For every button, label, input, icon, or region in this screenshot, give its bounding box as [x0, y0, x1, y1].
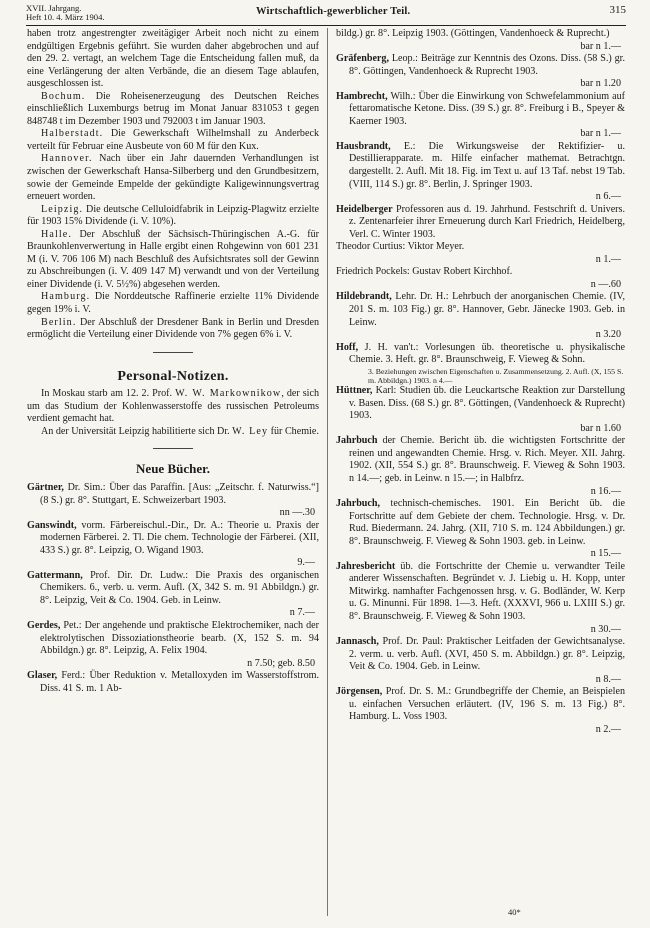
- person-name: W. W. Markownikow: [175, 388, 282, 400]
- book-author: Hoff,: [336, 341, 359, 353]
- place-name: Leipzig.: [41, 203, 84, 215]
- book-entry: Glaser, Ferd.: Über Reduktion v. Metalloxyden im Wasserstoffstrom. Diss. 41 S. m. 1 Ab-: [27, 670, 319, 694]
- book-entry: Jahrbuch, technisch-chemisches. 1901. Ein Bericht üb. die Fortschritte auf dem Gebiete der chem. Technologie. Hrsg. v. Dr. Rud. Biedermann. 24. Jahrg. (XII, 710 S. m. 124 Abbildungen.) gr. 8°. Braunschweig. F. Vieweg & Sohn 1903. geb. in Leinw.: [336, 498, 625, 547]
- place-name: Hamburg.: [41, 291, 91, 303]
- book-price: n 4.—: [432, 375, 453, 385]
- section-title: Wirtschaftlich-gewerblicher Teil.: [256, 6, 411, 17]
- book-price: bar n 1.20: [580, 78, 621, 90]
- place-name: Halle.: [41, 228, 72, 240]
- book-author: Jannasch,: [336, 636, 379, 648]
- book-entry: Jörgensen, Prof. Dr. S. M.: Grundbegriffe der Chemie, an Beispielen u. einfachen Versuchen erläutert. (IV, 196 S. m. 13 Fig.) 8°. Hamburg. L. Voss 1903.: [336, 686, 625, 723]
- book-author: Gärtner,: [27, 481, 64, 493]
- news-paragraph: Halberstadt. Die Gewerkschaft Wilhelmshall zu Anderbeck verteilt für Februar eine Ausbeute von 60 M für den Kux.: [27, 128, 319, 152]
- page-header: [26, 4, 626, 26]
- book-price: n 6.—: [595, 191, 621, 203]
- place-name: Bochum.: [41, 90, 86, 102]
- book-price: bar n 1.—: [580, 128, 621, 140]
- book-price: n 1.—: [595, 253, 621, 265]
- issue-date: Heft 10. 4. März 1904.: [26, 12, 105, 22]
- column-divider: [327, 28, 328, 916]
- news-paragraph: Leipzig. Die deutsche Celluloidfabrik in Leipzig-Plagwitz erzielte für 1903 15% Dividende (i. V. 10%).: [27, 203, 319, 228]
- book-author: Jörgensen,: [336, 686, 383, 698]
- book-author: Jahrbuch,: [336, 498, 381, 510]
- book-price: n 15.—: [590, 548, 621, 560]
- place-name: Halberstadt.: [41, 128, 104, 140]
- book-entry: Gärtner, Dr. Sim.: Über das Paraffin. [Aus: „Zeitschr. f. Naturwiss.“] (8 S.) gr. 8°. Stuttgart, E. Schweizerbart 1903.: [27, 481, 319, 506]
- printer-signature: 40*: [508, 907, 521, 917]
- person-name: W. Ley: [232, 425, 269, 437]
- book-price: n —.60: [590, 278, 621, 290]
- personal-notice: In Moskau starb am 12. 2. Prof. W. W. Markownikow, der sich um das Studium der Kohlenwasserstoffe des russischen Petroleums verdient gemacht hat.: [27, 388, 320, 425]
- book-entry: Jahresbericht üb. die Fortschritte der Chemie u. verwandter Teile anderer Wissenschaften. Begründet v. J. Liebig u. H. Kopp, unter Mitwirkg. namhafter Fachgenossen hrsg. v. G. Bodländer, W. Kerp u. G. Minunni. Für 1898. 1—3. Heft. (XXXVI, 966 u. LXIII S.) gr. 8°. Braunschweig. F. Vieweg & Sohn 1903.: [336, 560, 625, 623]
- book-price: nn —.30: [279, 507, 315, 519]
- place-name: Berlin.: [41, 316, 77, 328]
- book-entry: Gattermann, Prof. Dir. Dr. Ludw.: Die Praxis des organischen Chemikers. 6., verb. u. verm. Aufl. (X, 342 S. m. 91 Abbildgn.) gr. 8°. Leipzig, Veit & Co. 1904. Geb. in Leinw.: [27, 569, 319, 606]
- issue-volume: XVII. Jahrgang.: [26, 3, 82, 13]
- book-author: Gattermann,: [27, 569, 83, 581]
- book-entry-continued: bildg.) gr. 8°. Leipzig 1903. (Göttingen, Vandenhoeck & Ruprecht.): [336, 28, 610, 39]
- book-entry: Hambrecht, Wilh.: Über die Einwirkung von Schwefelammonium auf fettaromatische Ketone. Diss. (39 S.) gr. 8°. Freiburg i B., Speyer & Kaerner 1903.: [336, 90, 625, 127]
- book-price: n 3.20: [595, 329, 621, 341]
- book-price: n 7.—: [289, 607, 315, 619]
- book-entry: Ganswindt, vorm. Färbereischul.-Dir., Dr. A.: Theorie u. Praxis der modernen Färberei. 2. Tl. Die chem. Technologie der Färberei. (XII, 433 S.) gr. 8°. Leipzig, O. Wigand 1903.: [27, 519, 319, 556]
- book-sub-entry: Theodor Curtius: Viktor Meyer.: [336, 241, 465, 253]
- place-name: Hannover.: [41, 153, 93, 165]
- news-paragraph: Halle. Der Abschluß der Sächsisch-Thüringischen A.-G. für Braunkohlenverwertung in Halle ergibt einen Rohgewinn von 601 231 M (i. V. 706 106 M) nach Beschluß des Aufsichtsrates soll der Gewinn zu Abschreibungen (i. V. 409 147 M) verwandt und von der Verteilung einer Dividende (i. V. 5½%) abgesehen werden.: [27, 228, 319, 290]
- book-price: bar n 1.—: [580, 40, 621, 52]
- personal-notice: An der Universität Leipzig habilitierte sich Dr. W. Ley für Chemie.: [41, 425, 319, 437]
- book-author: Ganswindt,: [27, 519, 77, 531]
- book-price: n 7.50; geb. 8.50: [247, 657, 315, 669]
- news-paragraph: Hannover. Nach über ein Jahr dauernden Verhandlungen ist zwischen der Gewerkschaft Hansa-Silberberg und den Grundbesitzern, sowie der Gemeinde Empelde der gekündigte Kaligewinnungsvertrag erneuert worden.: [27, 153, 319, 203]
- book-author: Gräfenberg,: [336, 53, 389, 65]
- right-column: [336, 28, 625, 736]
- issue-info: [26, 4, 105, 22]
- book-price: n 2.—: [595, 723, 621, 735]
- new-books-heading: Neue Bücher.: [136, 461, 210, 477]
- news-paragraph: Hamburg. Die Norddeutsche Raffinerie erzielte 11% Dividende gegen 19% i. V.: [27, 291, 319, 316]
- book-author: Glaser,: [27, 670, 58, 682]
- book-entry: Hildebrandt, Lehr. Dr. H.: Lehrbuch der anorganischen Chemie. (IV, 201 S. m. 103 Fig.) gr. 8°. Hannover, Gebr. Jänecke 1903. Geb. in Leinw.: [336, 291, 625, 328]
- book-author: Hausbrandt,: [336, 140, 391, 152]
- book-price: bar n 1.60: [580, 422, 621, 434]
- book-entry: Heidelberger Professoren aus d. 19. Jahrhund. Festschrift d. Univers. z. Zentenarfeier ihrer Erneuerung durch Karl Friedrich, Heidelberg, Verl. C. Winter 1903.: [336, 203, 625, 240]
- left-column: [27, 28, 319, 695]
- book-volume-note: 3. Beziehungen zwischen Eigenschaften u. Zusammensetzung. 2. Aufl. (X, 155 S. m. Abbildgn.) 1903. n 4.—: [368, 366, 624, 385]
- book-price: n 8.—: [595, 673, 621, 685]
- news-paragraph: haben trotz angestrengter zweitägiger Arbeit noch nicht zu einem endgültigen Ergebnis geführt. Sie wurden daher abgebrochen und auf den 29. 2. vertagt, an welchem Tage die Entscheidung fallen muß, da eine Verlängerung der alten Verbände, die an diesem Tage ablaufen, ausgeschlossen ist.: [27, 28, 319, 90]
- book-entry: Hausbrandt, E.: Die Wirkungsweise der Rektifizier- u. Destillierapparate. m. Hilfe einfacher mathemat. Betrachtgn. dargestellt. 2. Aufl. Mit 18. Fig. im Text u. auf 13 Taf. nebst 19 Tab. (VIII, 114 S.) gr. 8°. Berlin, J. Springer 1903.: [336, 140, 625, 190]
- section-divider: [153, 448, 193, 449]
- book-entry: Jahrbuch der Chemie. Bericht üb. die wichtigsten Fortschritte der reinen und angewandten Chemie. Hrsg. v. Rich. Meyer. XII. Jahrg. 1902. (XII, 554 S.) gr. 8°. Braunschweig. F. Vieweg & Sohn 1903. n 14.—; geb. in Leinw. n 15.—; in Halbfrz.: [336, 435, 625, 484]
- book-price: n 30.—: [590, 623, 621, 635]
- header-rule: [26, 25, 626, 26]
- book-sub-entry: Friedrich Pockels: Gustav Robert Kirchhof.: [336, 266, 513, 278]
- personal-notices-heading: Personal-Notizen.: [117, 368, 229, 384]
- page-number: 315: [609, 4, 626, 16]
- book-author: Hüttner,: [336, 385, 373, 397]
- book-author: Gerdes,: [27, 619, 61, 631]
- book-price: n 16.—: [590, 485, 621, 497]
- book-price: 9.—: [297, 557, 315, 569]
- book-author: Heidelberger: [336, 203, 393, 215]
- section-divider: [153, 352, 193, 353]
- news-paragraph: Berlin. Der Abschluß der Dresdener Bank in Berlin und Dresden ermöglicht die Verteilung einer Dividende von 7% gegen 6% i. V.: [27, 316, 319, 341]
- news-paragraphs: [27, 28, 319, 342]
- book-author: Jahresbericht: [336, 560, 396, 572]
- book-author: Hildebrandt,: [336, 291, 392, 303]
- book-entry: Gräfenberg, Leop.: Beiträge zur Kenntnis des Ozons. Diss. (58 S.) gr. 8°. Göttingen, Vandenhoeck & Ruprecht 1903.: [336, 53, 625, 77]
- book-entry: Jannasch, Prof. Dr. Paul: Praktischer Leitfaden der Gewichtsanalyse. 2. verm. u. verb. Aufl. (XVI, 450 S. m. Abbildgn.) gr. 8°. Leipzig, Veit & Co. 1904. Geb. in Leinw.: [336, 636, 625, 673]
- book-entry: Gerdes, Pet.: Der angehende und praktische Elektrochemiker, nach der elektrolytischen Dissoziationstheorie bearb. (X, 152 S. m. 94 Abbildgn.) gr. 8°. Leipzig, A. Felix 1904.: [27, 619, 319, 657]
- book-author: Jahrbuch: [336, 435, 378, 447]
- book-entry: Hoff, J. H. van't.: Vorlesungen üb. theoretische u. physikalische Chemie. 3. Heft. gr. 8°. Braunschweig, F. Vieweg & Sohn.: [336, 341, 625, 366]
- book-entry: Hüttner, Karl: Studien üb. die Leuckartsche Reaktion zur Darstellung v. Basen. Diss. (68 S.) gr. 8°. Göttingen, (Vandenhoeck & Ruprecht) 1903.: [336, 385, 625, 422]
- news-paragraph: Bochum. Die Roheisenerzeugung des Deutschen Reiches einschließlich Luxemburgs betrug im Monat Januar 831053 t gegen 848748 t im Dezember 1903 und 792003 t im Januar 1903.: [27, 90, 319, 127]
- book-author: Hambrecht,: [336, 90, 388, 102]
